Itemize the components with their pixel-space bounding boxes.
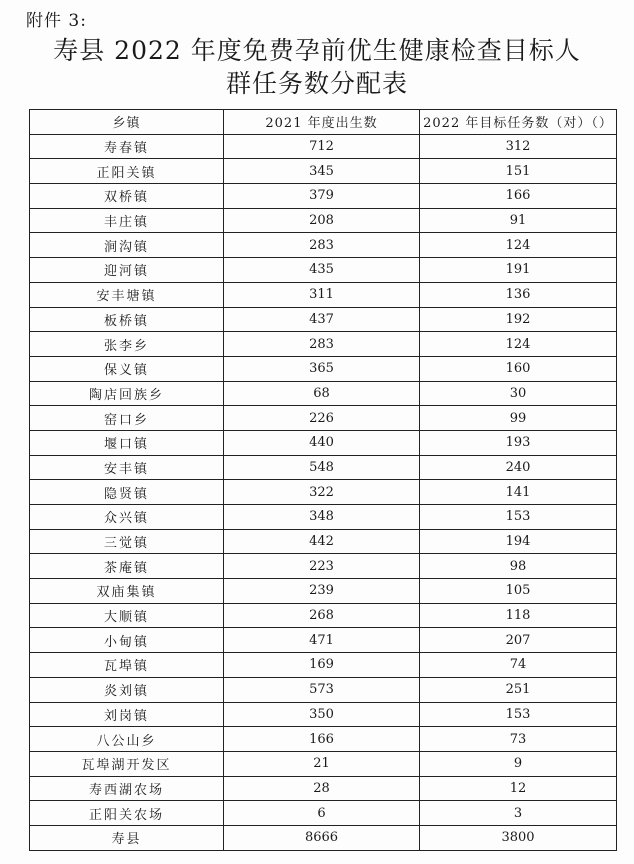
town-cell: 陶店回族乡: [30, 381, 224, 406]
table-row: [30, 603, 617, 628]
town-cell: 安丰塘镇: [30, 282, 224, 307]
target-2022-cell: 166: [420, 184, 617, 209]
target-2022-cell: 151: [420, 159, 617, 184]
target-2022-cell: 124: [420, 233, 617, 258]
town-cell: 迎河镇: [30, 258, 224, 283]
births-2021-cell: 169: [224, 653, 420, 678]
town-cell: 堰口镇: [30, 430, 224, 455]
births-2021-cell: 239: [224, 579, 420, 604]
target-2022-cell: 192: [420, 307, 617, 332]
births-2021-cell: 68: [224, 381, 420, 406]
table-row: [30, 677, 617, 702]
target-2022-cell: 30: [420, 381, 617, 406]
table-row: [30, 628, 617, 653]
town-cell: 丰庄镇: [30, 208, 224, 233]
births-2021-cell: 471: [224, 628, 420, 653]
header-target-2022: 2022 年目标任务数（对）（）: [420, 110, 617, 135]
births-2021-cell: 208: [224, 208, 420, 233]
title-line-1: 寿县 2022 年度免费孕前优生健康检查目标人: [53, 36, 581, 65]
target-2022-cell: 207: [420, 628, 617, 653]
title-line-2: 群任务数分配表: [225, 69, 408, 98]
births-2021-cell: 548: [224, 455, 420, 480]
target-2022-cell: 191: [420, 258, 617, 283]
table-row: [30, 159, 617, 184]
births-2021-cell: 440: [224, 430, 420, 455]
target-2022-cell: 3800: [420, 825, 617, 850]
births-2021-cell: 8666: [224, 825, 420, 850]
town-cell: 板桥镇: [30, 307, 224, 332]
town-cell: 张李乡: [30, 332, 224, 357]
table-row: [30, 307, 617, 332]
births-2021-cell: 365: [224, 356, 420, 381]
table-row: [30, 727, 617, 752]
table-row: [30, 455, 617, 480]
town-cell: 寿县: [30, 825, 224, 850]
header-births-2021: 2021 年度出生数: [224, 110, 420, 135]
table-row: [30, 282, 617, 307]
town-cell: 三觉镇: [30, 529, 224, 554]
table-row: [30, 381, 617, 406]
attachment-label: 附件 3:: [26, 11, 87, 31]
table-row: [30, 406, 617, 431]
births-2021-cell: 28: [224, 776, 420, 801]
target-2022-cell: 153: [420, 505, 617, 530]
target-2022-cell: 118: [420, 603, 617, 628]
table-row: [30, 653, 617, 678]
target-2022-cell: 12: [420, 776, 617, 801]
table-row: [30, 233, 617, 258]
births-2021-cell: 6: [224, 801, 420, 826]
town-cell: 正阳关镇: [30, 159, 224, 184]
table-row: [30, 751, 617, 776]
target-2022-cell: 194: [420, 529, 617, 554]
allocation-table: [29, 109, 617, 851]
table-body: [30, 134, 617, 850]
births-2021-cell: 322: [224, 480, 420, 505]
table-header-row: [30, 110, 617, 135]
births-2021-cell: 283: [224, 233, 420, 258]
table-row: [30, 134, 617, 159]
header-town: 乡镇: [30, 110, 224, 135]
target-2022-cell: 153: [420, 702, 617, 727]
births-2021-cell: 350: [224, 702, 420, 727]
table-row: [30, 430, 617, 455]
target-2022-cell: 124: [420, 332, 617, 357]
births-2021-cell: 437: [224, 307, 420, 332]
births-2021-cell: 226: [224, 406, 420, 431]
births-2021-cell: 573: [224, 677, 420, 702]
table-row: [30, 184, 617, 209]
target-2022-cell: 141: [420, 480, 617, 505]
town-cell: 炎刘镇: [30, 677, 224, 702]
table-row: [30, 579, 617, 604]
town-cell: 安丰镇: [30, 455, 224, 480]
births-2021-cell: 21: [224, 751, 420, 776]
target-2022-cell: 73: [420, 727, 617, 752]
births-2021-cell: 348: [224, 505, 420, 530]
table-row: [30, 505, 617, 530]
table-row: [30, 702, 617, 727]
target-2022-cell: 74: [420, 653, 617, 678]
target-2022-cell: 160: [420, 356, 617, 381]
town-cell: 刘岗镇: [30, 702, 224, 727]
town-cell: 双庙集镇: [30, 579, 224, 604]
target-2022-cell: 240: [420, 455, 617, 480]
target-2022-cell: 9: [420, 751, 617, 776]
town-cell: 保义镇: [30, 356, 224, 381]
births-2021-cell: 311: [224, 282, 420, 307]
town-cell: 寿西湖农场: [30, 776, 224, 801]
town-cell: 小甸镇: [30, 628, 224, 653]
town-cell: 双桥镇: [30, 184, 224, 209]
target-2022-cell: 251: [420, 677, 617, 702]
target-2022-cell: 105: [420, 579, 617, 604]
document-title: [0, 34, 634, 100]
town-cell: 正阳关农场: [30, 801, 224, 826]
town-cell: 窑口乡: [30, 406, 224, 431]
target-2022-cell: 193: [420, 430, 617, 455]
births-2021-cell: 712: [224, 134, 420, 159]
births-2021-cell: 166: [224, 727, 420, 752]
table-row: [30, 480, 617, 505]
births-2021-cell: 435: [224, 258, 420, 283]
target-2022-cell: 136: [420, 282, 617, 307]
table-row: [30, 258, 617, 283]
births-2021-cell: 283: [224, 332, 420, 357]
table-row: [30, 529, 617, 554]
town-cell: 大顺镇: [30, 603, 224, 628]
table-row: [30, 208, 617, 233]
town-cell: 瓦埠湖开发区: [30, 751, 224, 776]
town-cell: 八公山乡: [30, 727, 224, 752]
town-cell: 涧沟镇: [30, 233, 224, 258]
town-cell: 寿春镇: [30, 134, 224, 159]
table-row: [30, 776, 617, 801]
births-2021-cell: 442: [224, 529, 420, 554]
town-cell: 茶庵镇: [30, 554, 224, 579]
table-row: [30, 356, 617, 381]
births-2021-cell: 345: [224, 159, 420, 184]
target-2022-cell: 99: [420, 406, 617, 431]
town-cell: 隐贤镇: [30, 480, 224, 505]
births-2021-cell: 223: [224, 554, 420, 579]
target-2022-cell: 3: [420, 801, 617, 826]
target-2022-cell: 91: [420, 208, 617, 233]
target-2022-cell: 98: [420, 554, 617, 579]
births-2021-cell: 379: [224, 184, 420, 209]
table-row: [30, 554, 617, 579]
town-cell: 瓦埠镇: [30, 653, 224, 678]
target-2022-cell: 312: [420, 134, 617, 159]
births-2021-cell: 268: [224, 603, 420, 628]
table-row: [30, 332, 617, 357]
town-cell: 众兴镇: [30, 505, 224, 530]
table-row: [30, 801, 617, 826]
table-row: [30, 825, 617, 850]
